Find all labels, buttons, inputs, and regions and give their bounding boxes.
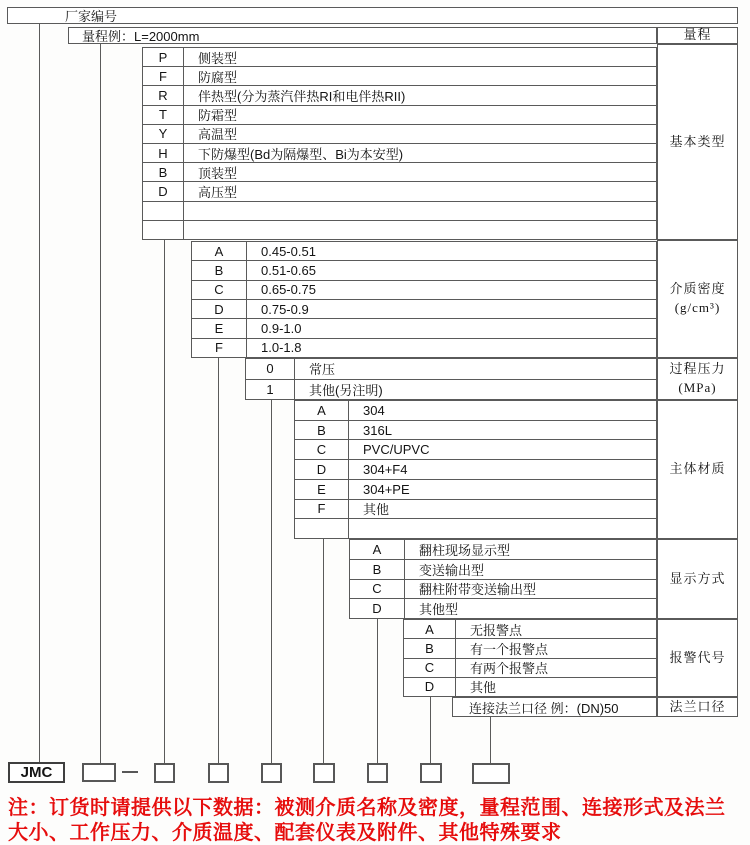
connector-line-density — [218, 358, 219, 763]
code-box-alarm — [420, 763, 442, 783]
table-row — [404, 677, 656, 696]
desc-cell: 高温型 — [183, 125, 656, 143]
desc-cell: 1.0-1.8 — [246, 339, 656, 357]
display-mode-table — [349, 539, 657, 619]
code-cell: Y — [158, 126, 168, 142]
table-row — [295, 479, 656, 499]
order-note-line-1: 注：订货时请提供以下数据：被测介质名称及密度，量程范围、连接形式及法兰 — [8, 797, 726, 819]
desc-cell: 下防爆型(Bd为隔爆型、Bi为本安型) — [183, 144, 656, 162]
table-row-empty — [143, 201, 656, 220]
table-row — [350, 540, 656, 559]
table-row — [404, 658, 656, 677]
connector-line-pressure — [271, 400, 272, 763]
code-box-pressure — [261, 763, 282, 783]
connector-line-flange — [490, 717, 491, 763]
desc-cell: 其他 — [348, 500, 656, 519]
table-row — [192, 338, 656, 357]
desc-cell: 304 — [348, 401, 656, 420]
desc-cell: PVC/UPVC — [348, 440, 656, 459]
code-box-basic — [154, 763, 175, 783]
desc-cell: 变送输出型 — [404, 560, 656, 579]
connector-line-material — [323, 539, 324, 763]
desc-cell: 304+PE — [348, 480, 656, 499]
code-cell: D — [372, 601, 382, 617]
code-cell: E — [214, 320, 224, 336]
desc-cell: 防霜型 — [183, 106, 656, 124]
desc-cell: 0.9-1.0 — [246, 319, 656, 337]
section-label-range: 量程 — [657, 27, 738, 44]
code-cell — [143, 221, 183, 239]
table-row — [404, 638, 656, 657]
factory-code-header — [7, 7, 738, 24]
desc-cell: 无报警点 — [455, 620, 656, 638]
table-row — [143, 124, 656, 143]
desc-cell: 0.51-0.65 — [246, 261, 656, 279]
desc-cell: 有两个报警点 — [455, 659, 656, 677]
code-separator-dash — [122, 771, 138, 773]
code-cell: C — [372, 581, 382, 597]
table-row — [192, 242, 656, 260]
desc-cell: 其他型 — [404, 599, 656, 618]
desc-cell: 顶装型 — [183, 163, 656, 181]
desc-cell: 304+F4 — [348, 460, 656, 479]
desc-cell — [183, 221, 656, 239]
table-row — [295, 439, 656, 459]
desc-cell: 其他(另注明) — [294, 380, 656, 400]
code-box-range — [82, 763, 116, 782]
basic-type-table — [142, 47, 657, 240]
table-row — [192, 299, 656, 318]
code-cell: A — [372, 541, 382, 557]
table-row — [246, 379, 656, 400]
connector-line-range — [100, 44, 101, 763]
desc-cell — [183, 202, 656, 220]
desc-cell: 常压 — [294, 359, 656, 379]
code-cell: 1 — [266, 381, 274, 397]
table-row — [350, 598, 656, 618]
table-row — [295, 499, 656, 519]
connector-line-factory — [39, 23, 40, 762]
table-row — [295, 420, 656, 440]
density-table — [191, 241, 657, 358]
table-row — [350, 579, 656, 599]
desc-cell: 防腐型 — [183, 67, 656, 85]
code-cell: B — [158, 164, 168, 180]
flange-size-text: 连接法兰口径 例：(DN)50 — [469, 700, 619, 716]
code-cell: A — [214, 243, 224, 259]
code-cell: D — [424, 679, 435, 695]
model-prefix-box: JMC — [8, 762, 65, 783]
code-cell: D — [214, 301, 224, 317]
connector-line-basic — [164, 240, 165, 763]
desc-cell: 316L — [348, 421, 656, 440]
section-label-basic-type: 基本类型 — [657, 44, 738, 240]
code-box-material — [313, 763, 335, 783]
factory-code-label: 厂家编号 — [65, 9, 118, 24]
code-cell: R — [158, 88, 168, 103]
code-cell — [143, 202, 183, 220]
code-cell: H — [158, 145, 168, 161]
desc-cell: 0.65-0.75 — [246, 281, 656, 299]
code-cell: P — [158, 49, 168, 65]
section-label-density: 介质密度 (g/cm³) — [657, 240, 738, 358]
code-cell: D — [316, 462, 327, 478]
table-row — [143, 162, 656, 181]
connector-line-alarm — [430, 697, 431, 763]
table-row-empty — [143, 220, 656, 239]
code-cell: F — [215, 340, 223, 356]
table-row — [143, 85, 656, 104]
code-cell: T — [159, 107, 167, 123]
code-cell: B — [214, 262, 224, 278]
table-row — [295, 401, 656, 420]
desc-cell: 0.75-0.9 — [246, 300, 656, 318]
flange-size-row — [452, 697, 657, 717]
desc-cell: 侧装型 — [183, 48, 656, 66]
desc-cell: 翻柱附带变送输出型 — [404, 580, 656, 599]
code-cell — [295, 519, 348, 538]
table-row — [246, 359, 656, 379]
code-cell: E — [317, 481, 326, 497]
code-cell: C — [214, 282, 224, 298]
order-note-line-2: 大小、工作压力、介质温度、配套仪表及附件、其他特殊要求 — [8, 822, 562, 844]
desc-cell — [348, 519, 656, 538]
code-cell: B — [425, 640, 434, 656]
section-label-flange: 法兰口径 — [657, 697, 738, 717]
table-row — [143, 66, 656, 85]
code-cell: B — [317, 422, 326, 438]
table-row — [143, 181, 656, 200]
code-cell: 0 — [266, 361, 274, 377]
range-example-row — [68, 27, 657, 44]
section-label-material: 主体材质 — [657, 400, 738, 539]
code-cell: A — [317, 402, 326, 418]
section-label-pressure: 过程压力 (MPa) — [657, 358, 738, 400]
range-example-text: 量程例：L=2000mm — [82, 29, 200, 44]
material-table — [294, 400, 657, 539]
desc-cell: 有一个报警点 — [455, 639, 656, 657]
table-row — [143, 48, 656, 66]
code-cell: C — [424, 660, 435, 676]
desc-cell: 其他 — [455, 678, 656, 696]
table-row — [192, 260, 656, 279]
desc-cell: 翻柱现场显示型 — [404, 540, 656, 559]
desc-cell: 0.45-0.51 — [246, 242, 656, 260]
table-row — [143, 143, 656, 162]
table-row — [404, 620, 656, 638]
connector-line-display — [377, 619, 378, 763]
pressure-table — [245, 358, 657, 400]
code-cell: A — [425, 621, 434, 637]
table-row — [192, 318, 656, 337]
code-box-density — [208, 763, 229, 783]
code-cell: D — [158, 184, 168, 200]
code-box-flange — [472, 763, 510, 784]
code-cell: C — [316, 442, 327, 458]
code-cell: B — [372, 561, 382, 577]
desc-cell: 伴热型(分为蒸汽伴热RI和电伴热RII) — [183, 86, 656, 104]
table-row — [192, 280, 656, 299]
code-cell: F — [159, 68, 167, 84]
desc-cell: 高压型 — [183, 182, 656, 200]
code-cell: F — [317, 501, 326, 517]
table-row — [143, 105, 656, 124]
table-row-empty — [295, 518, 656, 538]
alarm-code-table — [403, 619, 657, 697]
table-row — [295, 459, 656, 479]
table-row — [350, 559, 656, 579]
section-label-display: 显示方式 — [657, 539, 738, 619]
code-box-display — [367, 763, 388, 783]
section-label-alarm: 报警代号 — [657, 619, 738, 697]
